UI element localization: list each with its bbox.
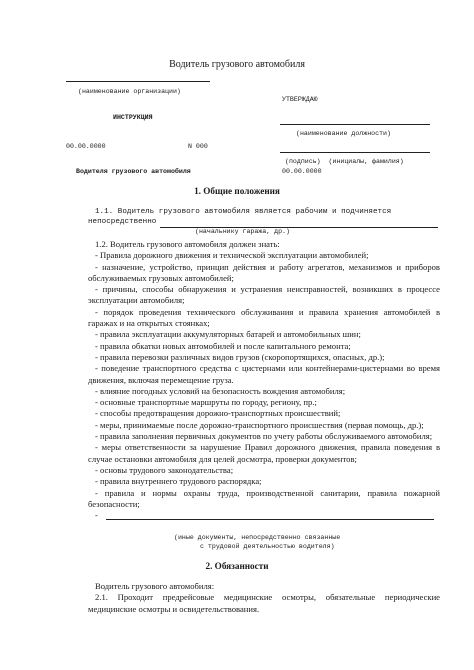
list-item: - причины, способы обнаружения и устранения неисправностей, возникших в процессе эксплуатации автомобиля; <box>88 284 440 306</box>
list-item: - порядок проведения технического обслуживания и правила хранения автомобилей в гаражах и на открытых стоянках; <box>88 306 440 329</box>
clause-1-1-line-2: непосредственно <box>88 218 157 226</box>
section-1-body <box>88 239 440 521</box>
list-item: - способы предотвращения дорожно-транспортных происшествий; <box>95 408 341 419</box>
list-item-blank <box>88 510 440 521</box>
section-1-heading: 1. Общие положения <box>194 186 280 196</box>
list-item: - назначение, устройство, принцип действия и работу агрегатов, механизмов и приборов обслуживаемых грузовых автомобилей; <box>88 261 440 283</box>
list-item: - правила перевозки различных видов грузов (скоропортящихся, опасных, др.); <box>95 351 385 362</box>
signature-caption: (подпись) (инициалы, фамилия) <box>285 158 404 165</box>
position-caption: (наименование должности) <box>296 130 391 137</box>
signature-line <box>280 152 430 153</box>
clause-1-2: 1.2. Водитель грузового автомобиля должен знать: <box>95 239 280 249</box>
list-item: - правила заполнения первичных документов по учету работы обслуживаемого автомобиля; <box>95 431 433 442</box>
other-documents-caption-1: (иные документы, непосредственно связанные <box>174 534 341 541</box>
list-item: - поведение транспортного средства с цистернами или контейнерами-цистернами во время движения, включая перемещение груза. <box>88 363 440 385</box>
other-documents-line <box>106 519 434 520</box>
list-item: - правила обкатки новых автомобилей и после капитального ремонта; <box>95 340 351 351</box>
supervisor-caption: (начальнику гаража, др.) <box>195 228 290 235</box>
document-title: Водитель грузового автомобиля <box>169 59 305 70</box>
list-item: - влияние погодных условий на безопасность вождения автомобиля; <box>95 385 346 396</box>
section-2-heading: 2. Обязанности <box>205 561 269 571</box>
section-2-body <box>88 581 440 615</box>
list-item: - меры ответственности за нарушение Правил дорожного движения, правила поведения в случае остановки автомобиля для целей досмотра, проверки документов; <box>88 442 440 464</box>
other-documents-caption-2: с трудовой деятельностью водителя) <box>200 543 335 550</box>
list-item: - основы трудового законодательства; <box>95 464 234 475</box>
organization-line <box>66 81 210 82</box>
list-item: - Правила дорожного движения и технической эксплуатации автомобилей; <box>95 250 369 261</box>
list-item: - меры, принимаемые после дорожно-транспортного происшествия (первая помощь, др.); <box>95 419 424 430</box>
list-item: - правила и нормы охраны труда, производственной санитарии, правила пожарной безопасности; <box>88 487 440 509</box>
clause-2-1: 2.1. Проходит предрейсовые медицинские осмотры, обязательные периодические медицинские осмотры и освидетельствования. <box>88 592 440 614</box>
instruction-label: ИНСТРУКЦИЯ <box>113 114 153 121</box>
organization-caption: (наименование организации) <box>78 88 181 95</box>
approve-label: УТВЕРЖДАЮ <box>282 96 318 103</box>
section-2-intro: Водитель грузового автомобиля: <box>95 581 215 591</box>
document-number: N 000 <box>188 143 208 150</box>
position-line <box>280 124 430 125</box>
list-item: - правила эксплуатации аккумуляторных батарей и автомобильных шин; <box>95 329 361 340</box>
list-item: - основные транспортные маршруты по городу, региону, пр.; <box>95 397 317 408</box>
signature-date: 00.00.0000 <box>282 168 322 175</box>
blank-dash: - <box>95 510 98 521</box>
list-item: - правила внутреннего трудового распорядка; <box>95 476 262 487</box>
clause-1-1-line-1: 1.1. Водитель грузового автомобиля является рабочим и подчиняется <box>95 208 392 216</box>
document-date: 00.00.0000 <box>66 143 106 150</box>
document-subject: Водителя грузового автомобиля <box>76 168 191 175</box>
